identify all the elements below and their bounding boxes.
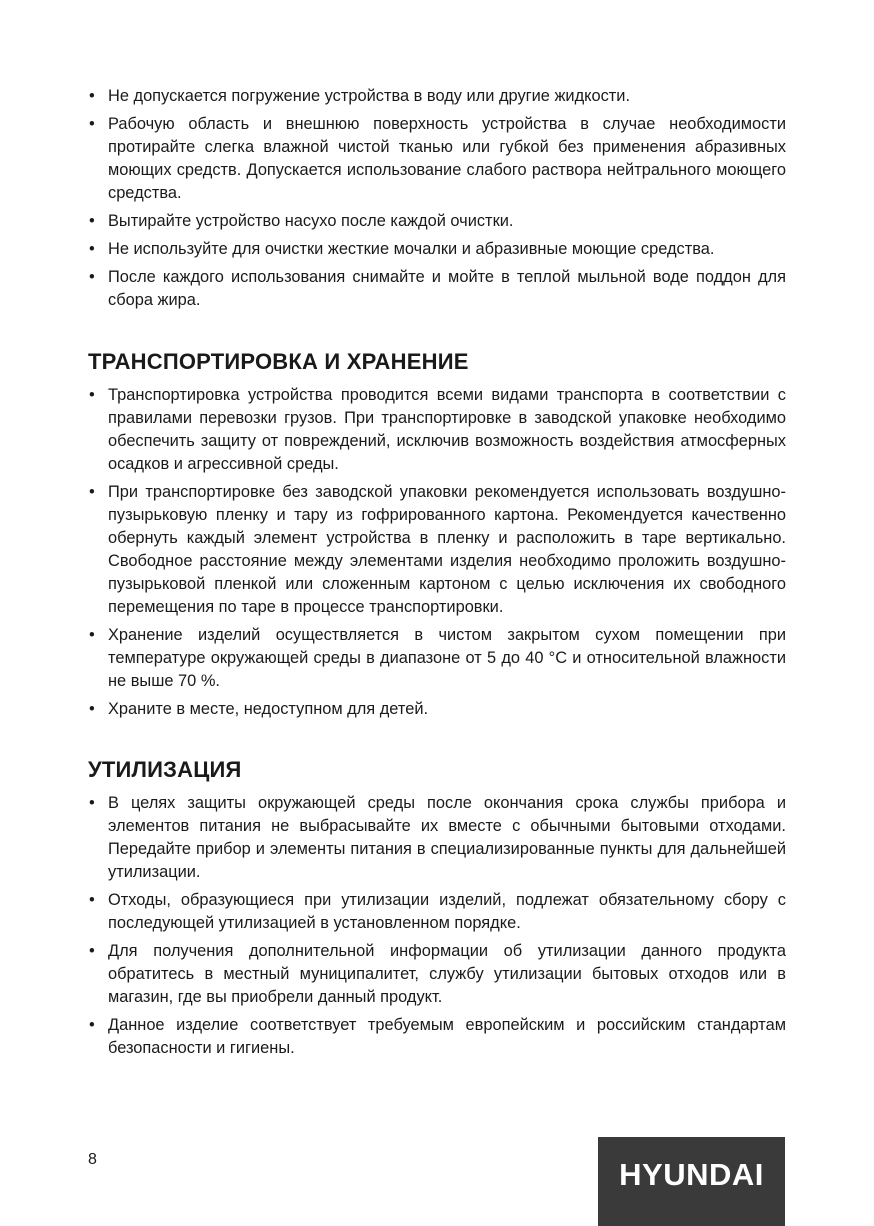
list-item: • Для получения дополнительной информации об утилизации данного продукта обратитесь в местный муниципалитет, службу утилизации бытовых отходов или в магазин, где вы приобрели данный продукт. (88, 940, 786, 1009)
list-item: • Не используйте для очистки жесткие мочалки и абразивные моющие средства. (88, 238, 786, 261)
disposal-list (88, 792, 786, 1060)
list-item: • При транспортировке без заводской упаковки рекомендуется использовать воздушно-пузырьковую пленку и тару из гофрированного картона. Рекомендуется качественно обернуть каждый элемент устройства в пленку и расположить в таре вертикально. Свободное расстояние между элементами изделия необходимо проложить воздушно-пузырьковой пленкой или сложенным картоном с целью исключения их свободного перемещения по таре в процессе транспортировки. (88, 481, 786, 619)
cleaning-list (88, 85, 786, 312)
brand-logo: HYUNDAI (598, 1137, 785, 1226)
list-item: • Храните в месте, недоступном для детей. (88, 698, 786, 721)
section-title-transport: ТРАНСПОРТИРОВКА И ХРАНЕНИЕ (88, 349, 469, 374)
list-item: • Не допускается погружение устройства в воду или другие жидкости. (88, 85, 786, 108)
list-item: • Отходы, образующиеся при утилизации изделий, подлежат обязательному сбору с последующей утилизацией в установленном порядке. (88, 889, 786, 935)
list-item: • После каждого использования снимайте и мойте в теплой мыльной воде поддон для сбора жира. (88, 266, 786, 312)
list-item: • Вытирайте устройство насухо после каждой очистки. (88, 210, 786, 233)
transport-list (88, 384, 786, 721)
section-title-disposal: УТИЛИЗАЦИЯ (88, 757, 242, 782)
list-item: • Данное изделие соответствует требуемым европейским и российским стандартам безопасности и гигиены. (88, 1014, 786, 1060)
list-item: • Хранение изделий осуществляется в чистом закрытом сухом помещении при температуре окружающей среды в диапазоне от 5 до 40 °С и относительной влажности не выше 70 %. (88, 624, 786, 693)
list-item: • Рабочую область и внешнюю поверхность устройства в случае необходимости протирайте слегка влажной чистой тканью или губкой без применения абразивных моющих средств. Допускается использование слабого раствора нейтрального моющего средства. (88, 113, 786, 205)
page-content (88, 85, 786, 1065)
page-number: 8 (88, 1151, 97, 1168)
list-item: • В целях защиты окружающей среды после окончания срока службы прибора и элементов питания не выбрасывайте их вместе с обычными бытовыми отходами. Передайте прибор и элементы питания в специализированные пункты для дальнейшей утилизации. (88, 792, 786, 884)
list-item: • Транспортировка устройства проводится всеми видами транспорта в соответствии с правилами перевозки грузов. При транспортировке в заводской упаковке необходимо обеспечить защиту от повреждений, исключив возможность воздействия атмосферных осадков и агрессивной среды. (88, 384, 786, 476)
